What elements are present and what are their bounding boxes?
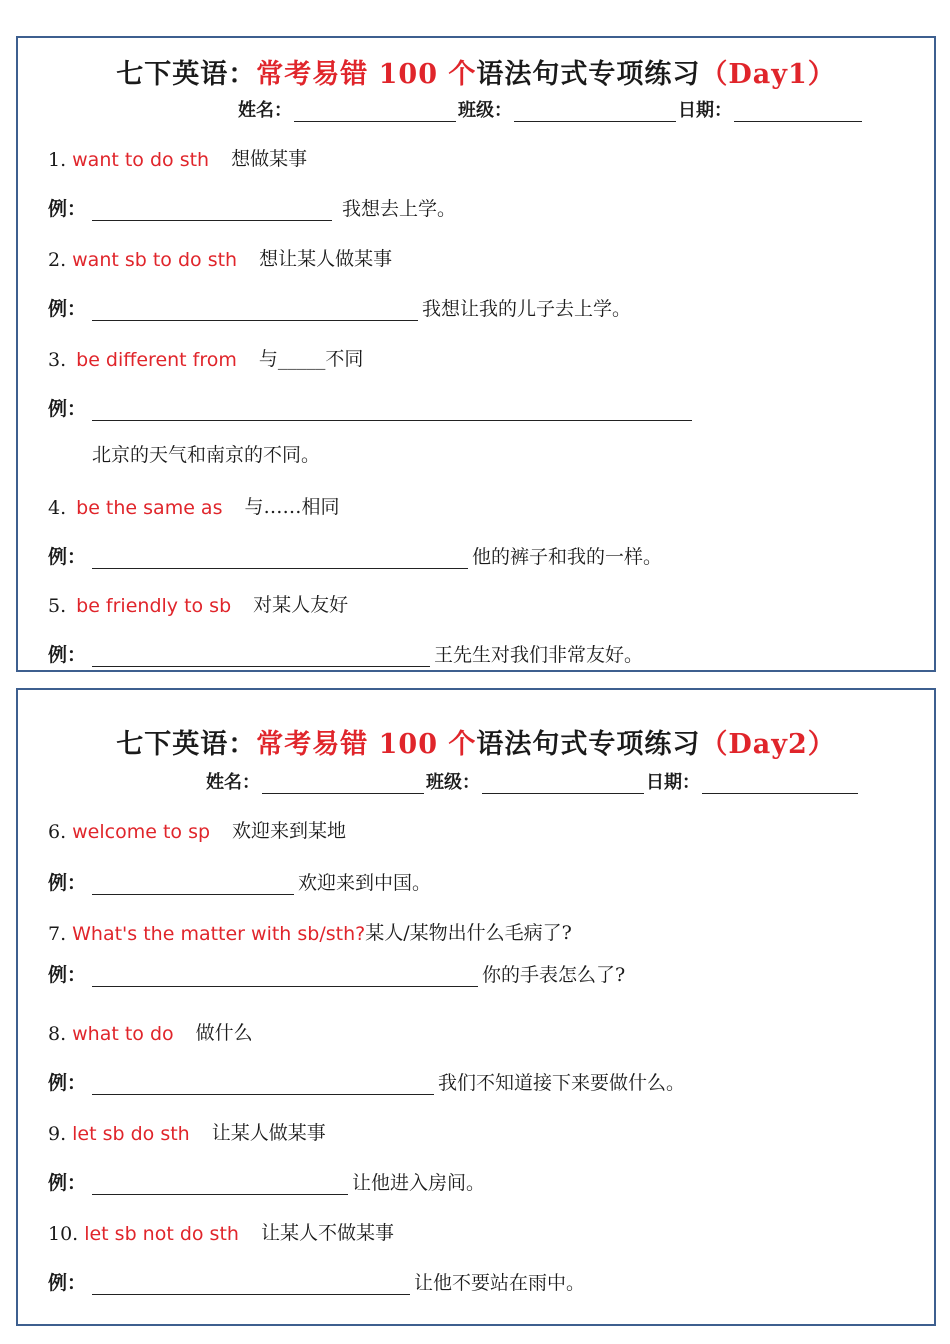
item-row (48, 244, 392, 271)
item-row (48, 1118, 326, 1145)
item-row (48, 344, 363, 371)
item-phrase: be friendly to sb (76, 595, 232, 617)
name-label: 姓名： (206, 772, 260, 793)
title-main: 语法句式专项练习 (476, 59, 701, 90)
title-prefix: 七下英语： (116, 729, 257, 760)
item-phrase: be the same as (76, 497, 223, 519)
item-phrase: let sb not do sth (84, 1223, 239, 1245)
item-number: 9. (48, 1123, 67, 1145)
item-row (48, 1018, 253, 1045)
worksheet-day1 (16, 36, 936, 672)
date-blank[interactable] (702, 775, 858, 794)
example-chinese: 我想让我的儿子去上学。 (422, 298, 632, 320)
example-chinese: 他的裤子和我的一样。 (472, 546, 663, 568)
item-row (48, 492, 340, 519)
answer-line[interactable] (92, 548, 468, 569)
item-number: 1. (48, 149, 67, 171)
student-info-row (206, 768, 860, 794)
item-number: 7. (48, 923, 67, 945)
item-phrase: be different from (76, 349, 237, 371)
example-label: 例： (48, 298, 87, 320)
item-phrase: let sb do sth (72, 1123, 190, 1145)
item-row (48, 590, 348, 617)
example-row (48, 194, 456, 221)
item-number: 2. (48, 249, 67, 271)
example-label: 例： (48, 644, 87, 666)
example-row (48, 294, 631, 321)
answer-line[interactable] (92, 1174, 348, 1195)
worksheet-title (18, 722, 934, 761)
example-chinese: 王先生对我们非常友好。 (434, 644, 644, 666)
example-row (48, 1068, 685, 1095)
item-row (48, 1218, 394, 1245)
item-meaning: 欢迎来到某地 (232, 820, 347, 842)
date-label: 日期： (646, 772, 700, 793)
item-number: 5. (48, 595, 67, 617)
example-row (48, 868, 431, 895)
item-meaning: 与_____不同 (258, 348, 364, 370)
example-label: 例： (48, 1172, 87, 1194)
example-label: 例： (48, 964, 87, 986)
example-chinese: 你的手表怎么了? (482, 964, 626, 986)
title-highlight: 常考易错 100 个 (256, 729, 477, 760)
worksheet-day2 (16, 688, 936, 1326)
example-chinese: 欢迎来到中国。 (298, 872, 432, 894)
item-phrase: what to do (72, 1023, 174, 1045)
item-meaning: 想让某人做某事 (259, 248, 393, 270)
item-row (48, 144, 307, 171)
example-label: 例： (48, 546, 87, 568)
item-meaning: 对某人友好 (253, 594, 349, 616)
title-main: 语法句式专项练习 (476, 729, 701, 760)
item-meaning: 想做某事 (231, 148, 308, 170)
example-chinese: 让他进入房间。 (352, 1172, 486, 1194)
example-label: 例： (48, 198, 87, 220)
item-phrase: What's the matter with sb/sth? (72, 923, 366, 945)
student-info-row (238, 96, 864, 122)
item-phrase: want sb to do sth (72, 249, 238, 271)
name-blank[interactable] (262, 775, 424, 794)
class-label: 班级： (458, 100, 512, 121)
item-phrase: want to do sth (72, 149, 210, 171)
example-label: 例： (48, 1272, 87, 1294)
example-chinese: 我们不知道接下来要做什么。 (438, 1072, 686, 1094)
name-label: 姓名： (238, 100, 292, 121)
date-blank[interactable] (734, 103, 862, 122)
class-label: 班级： (426, 772, 480, 793)
answer-line[interactable] (92, 1274, 410, 1295)
example-row (48, 960, 625, 987)
example-row (48, 640, 643, 667)
answer-line[interactable] (92, 646, 430, 667)
example-row (48, 394, 696, 421)
title-highlight: 常考易错 100 个 (256, 59, 477, 90)
item-meaning: 与……相同 (244, 496, 340, 518)
title-day: （Day1） (700, 59, 836, 90)
example-row (48, 1268, 585, 1295)
item-row (48, 816, 346, 843)
answer-line[interactable] (92, 874, 294, 895)
class-blank[interactable] (514, 103, 676, 122)
date-label: 日期： (678, 100, 732, 121)
item-number: 10. (48, 1223, 79, 1245)
example-label: 例： (48, 1072, 87, 1094)
example-chinese: 北京的天气和南京的不同。 (92, 444, 321, 466)
item-number: 4. (48, 497, 67, 519)
example-label: 例： (48, 398, 87, 420)
example-chinese: 我想去上学。 (342, 198, 457, 220)
answer-line[interactable] (92, 200, 332, 221)
item-number: 8. (48, 1023, 67, 1045)
worksheet-title (18, 52, 934, 91)
answer-line[interactable] (92, 966, 478, 987)
item-meaning: 让某人不做某事 (260, 1222, 394, 1244)
item-meaning: 做什么 (195, 1022, 253, 1044)
example-chinese-row (92, 440, 320, 467)
item-meaning: 让某人做某事 (211, 1122, 326, 1144)
item-row (48, 918, 572, 945)
item-number: 3. (48, 349, 67, 371)
title-day: （Day2） (700, 729, 836, 760)
example-row (48, 1168, 485, 1195)
item-phrase: welcome to sp (72, 821, 211, 843)
answer-line[interactable] (92, 400, 692, 421)
example-label: 例： (48, 872, 87, 894)
title-prefix: 七下英语： (116, 59, 257, 90)
name-blank[interactable] (294, 103, 456, 122)
answer-line[interactable] (92, 300, 418, 321)
item-meaning: 某人/某物出什么毛病了? (365, 922, 572, 944)
example-chinese: 让他不要站在雨中。 (414, 1272, 586, 1294)
item-number: 6. (48, 821, 67, 843)
answer-line[interactable] (92, 1074, 434, 1095)
example-row (48, 542, 662, 569)
class-blank[interactable] (482, 775, 644, 794)
